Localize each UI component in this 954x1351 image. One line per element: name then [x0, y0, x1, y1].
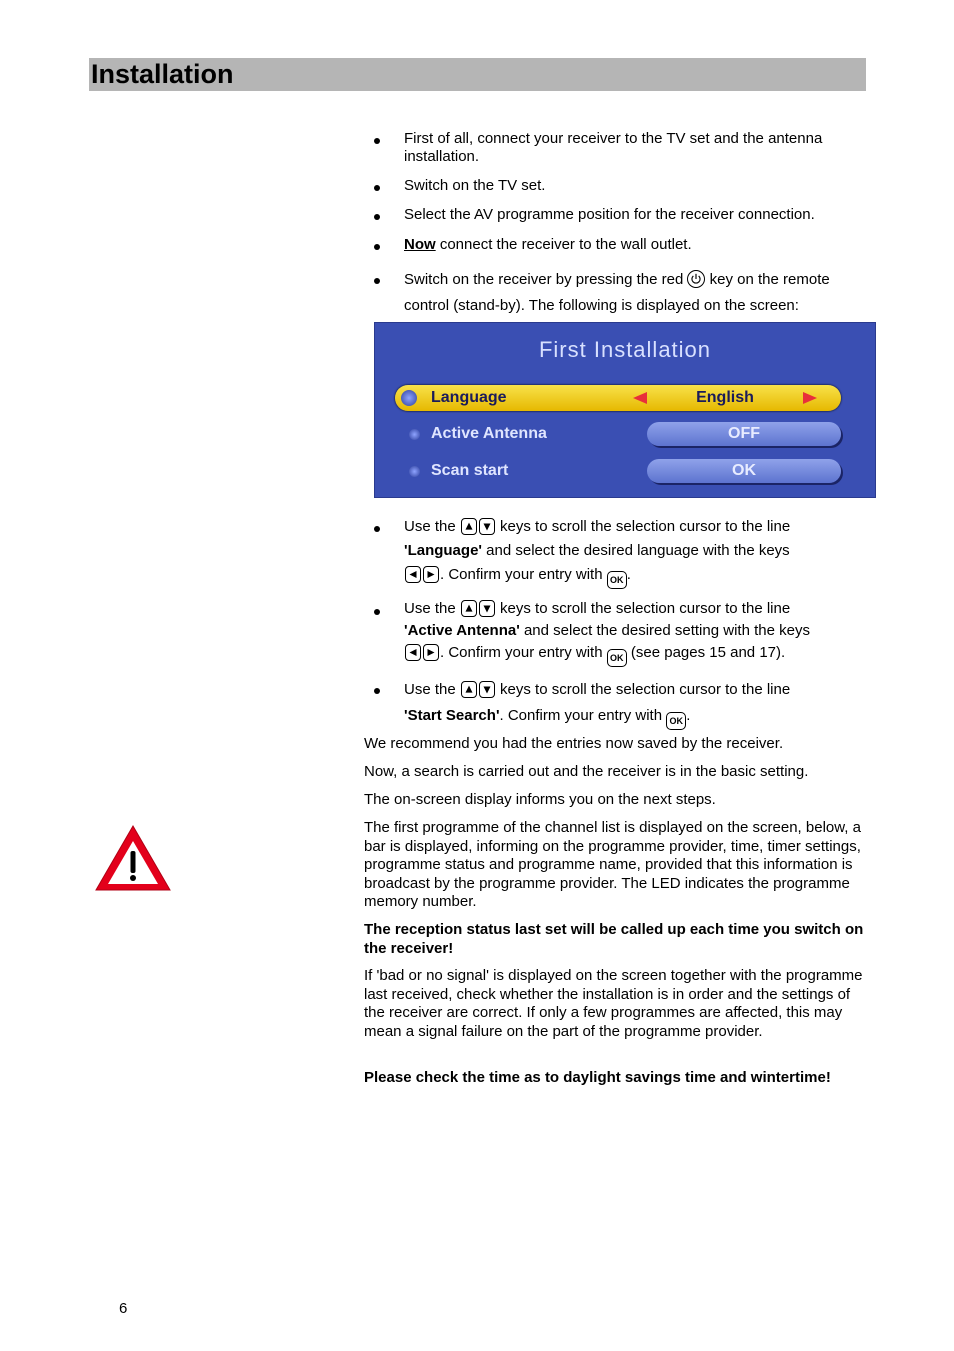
selected-bullet-icon [401, 390, 417, 406]
active-antenna-value: OFF [647, 422, 841, 446]
power-key-icon [687, 270, 705, 288]
scroll-text: keys to scroll the selection cursor to the line [495, 600, 791, 617]
end-text: . [626, 566, 631, 583]
start-search-item: 'Start Search' [404, 707, 500, 724]
down-key-icon [479, 518, 495, 535]
paragraph-osd: The on-screen display informs you on the next steps. [364, 791, 716, 808]
use-the-text: Use the [404, 518, 456, 535]
language-label: Language [431, 389, 507, 406]
paragraph-reception-status: The reception status last set will be called up each time you switch on the receiver! [364, 921, 864, 957]
ok-key-icon: OK [607, 649, 627, 667]
page-number: 6 [119, 1300, 128, 1317]
confirm-text: . Confirm your entry with [499, 707, 667, 724]
end-text: (see pages 15 and 17). [626, 644, 786, 661]
select-text: and select the desired setting with the keys [519, 622, 810, 639]
bullet-icon [409, 466, 420, 477]
select-text: and select the desired language with the keys [481, 542, 790, 559]
language-value: English [696, 389, 754, 406]
paragraph-save: We recommend you had the entries now saved by the receiver. [364, 735, 784, 752]
use-the-text: Use the [404, 600, 456, 617]
bullet-icon [409, 429, 420, 440]
up-key-icon [461, 681, 477, 698]
scan-start-label: Scan start [431, 462, 509, 479]
page-header [89, 58, 866, 91]
step-4 [404, 236, 874, 254]
step-2-text: Switch on the TV set. [404, 177, 546, 194]
right-key-icon [423, 644, 439, 661]
step-5-after: key on the remote control (stand-by). The following is displayed on the screen: [404, 271, 830, 314]
left-arrow-icon [633, 392, 647, 404]
down-key-icon [479, 600, 495, 617]
left-key-icon [405, 644, 421, 661]
ok-key-icon: OK [666, 712, 686, 730]
up-key-icon [461, 600, 477, 617]
paragraph-first-programme: The first programme of the channel list is displayed on the screen, below, a bar is displayed, informing on the programme provider, time, timer settings, programme status and programme name, provided that this information is broadcast by the programme provider. The LED indicates the programme memory number. [364, 819, 861, 910]
keystep-start-search [404, 677, 874, 730]
paragraph-bad-signal: If 'bad or no signal' is displayed on the screen together with the programme last received, check whether the installation is in order and the settings of the receiver are correct. If only a few programmes are affected, this may mean a signal failure on the part of the programme provider. [364, 967, 863, 1040]
right-key-icon [423, 566, 439, 583]
up-key-icon [461, 518, 477, 535]
step-1-text: First of all, connect your receiver to the TV set and the antenna installation. [404, 130, 823, 165]
end-text: . [686, 707, 691, 724]
ok-key-icon: OK [607, 571, 627, 589]
now-emphasis: Now [404, 236, 436, 253]
language-item: 'Language' [404, 542, 482, 559]
right-arrow-icon [803, 392, 817, 404]
screen-title: First Installation [538, 337, 712, 362]
scroll-text: keys to scroll the selection cursor to the line [495, 518, 791, 535]
scan-start-value: OK [647, 459, 841, 483]
paragraph-daylight: Please check the time as to daylight savings time and wintertime! [364, 1069, 831, 1086]
warning-triangle-icon [94, 823, 172, 893]
confirm-text: . Confirm your entry with [440, 644, 607, 661]
step-3-text: Select the AV programme position for the receiver connection. [404, 206, 815, 223]
menu-row-scan-start [395, 458, 841, 484]
keystep-language [404, 515, 874, 589]
use-the-text: Use the [404, 681, 456, 698]
paragraph-search: Now, a search is carried out and the receiver is in the basic setting. [364, 763, 809, 780]
active-antenna-item: 'Active Antenna' [404, 622, 520, 639]
confirm-text: . Confirm your entry with [440, 566, 607, 583]
menu-row-active-antenna [395, 421, 841, 447]
menu-row-language [395, 385, 841, 411]
active-antenna-label: Active Antenna [431, 425, 547, 442]
page-title: Installation [91, 59, 234, 89]
step-5 [404, 267, 874, 319]
keystep-antenna [404, 598, 874, 667]
first-installation-screen [374, 322, 876, 498]
down-key-icon [479, 681, 495, 698]
step-5-before: Switch on the receiver by pressing the red [404, 271, 688, 288]
step-4-text: connect the receiver to the wall outlet. [435, 236, 692, 253]
left-key-icon [405, 566, 421, 583]
scroll-text: keys to scroll the selection cursor to the line [495, 681, 791, 698]
